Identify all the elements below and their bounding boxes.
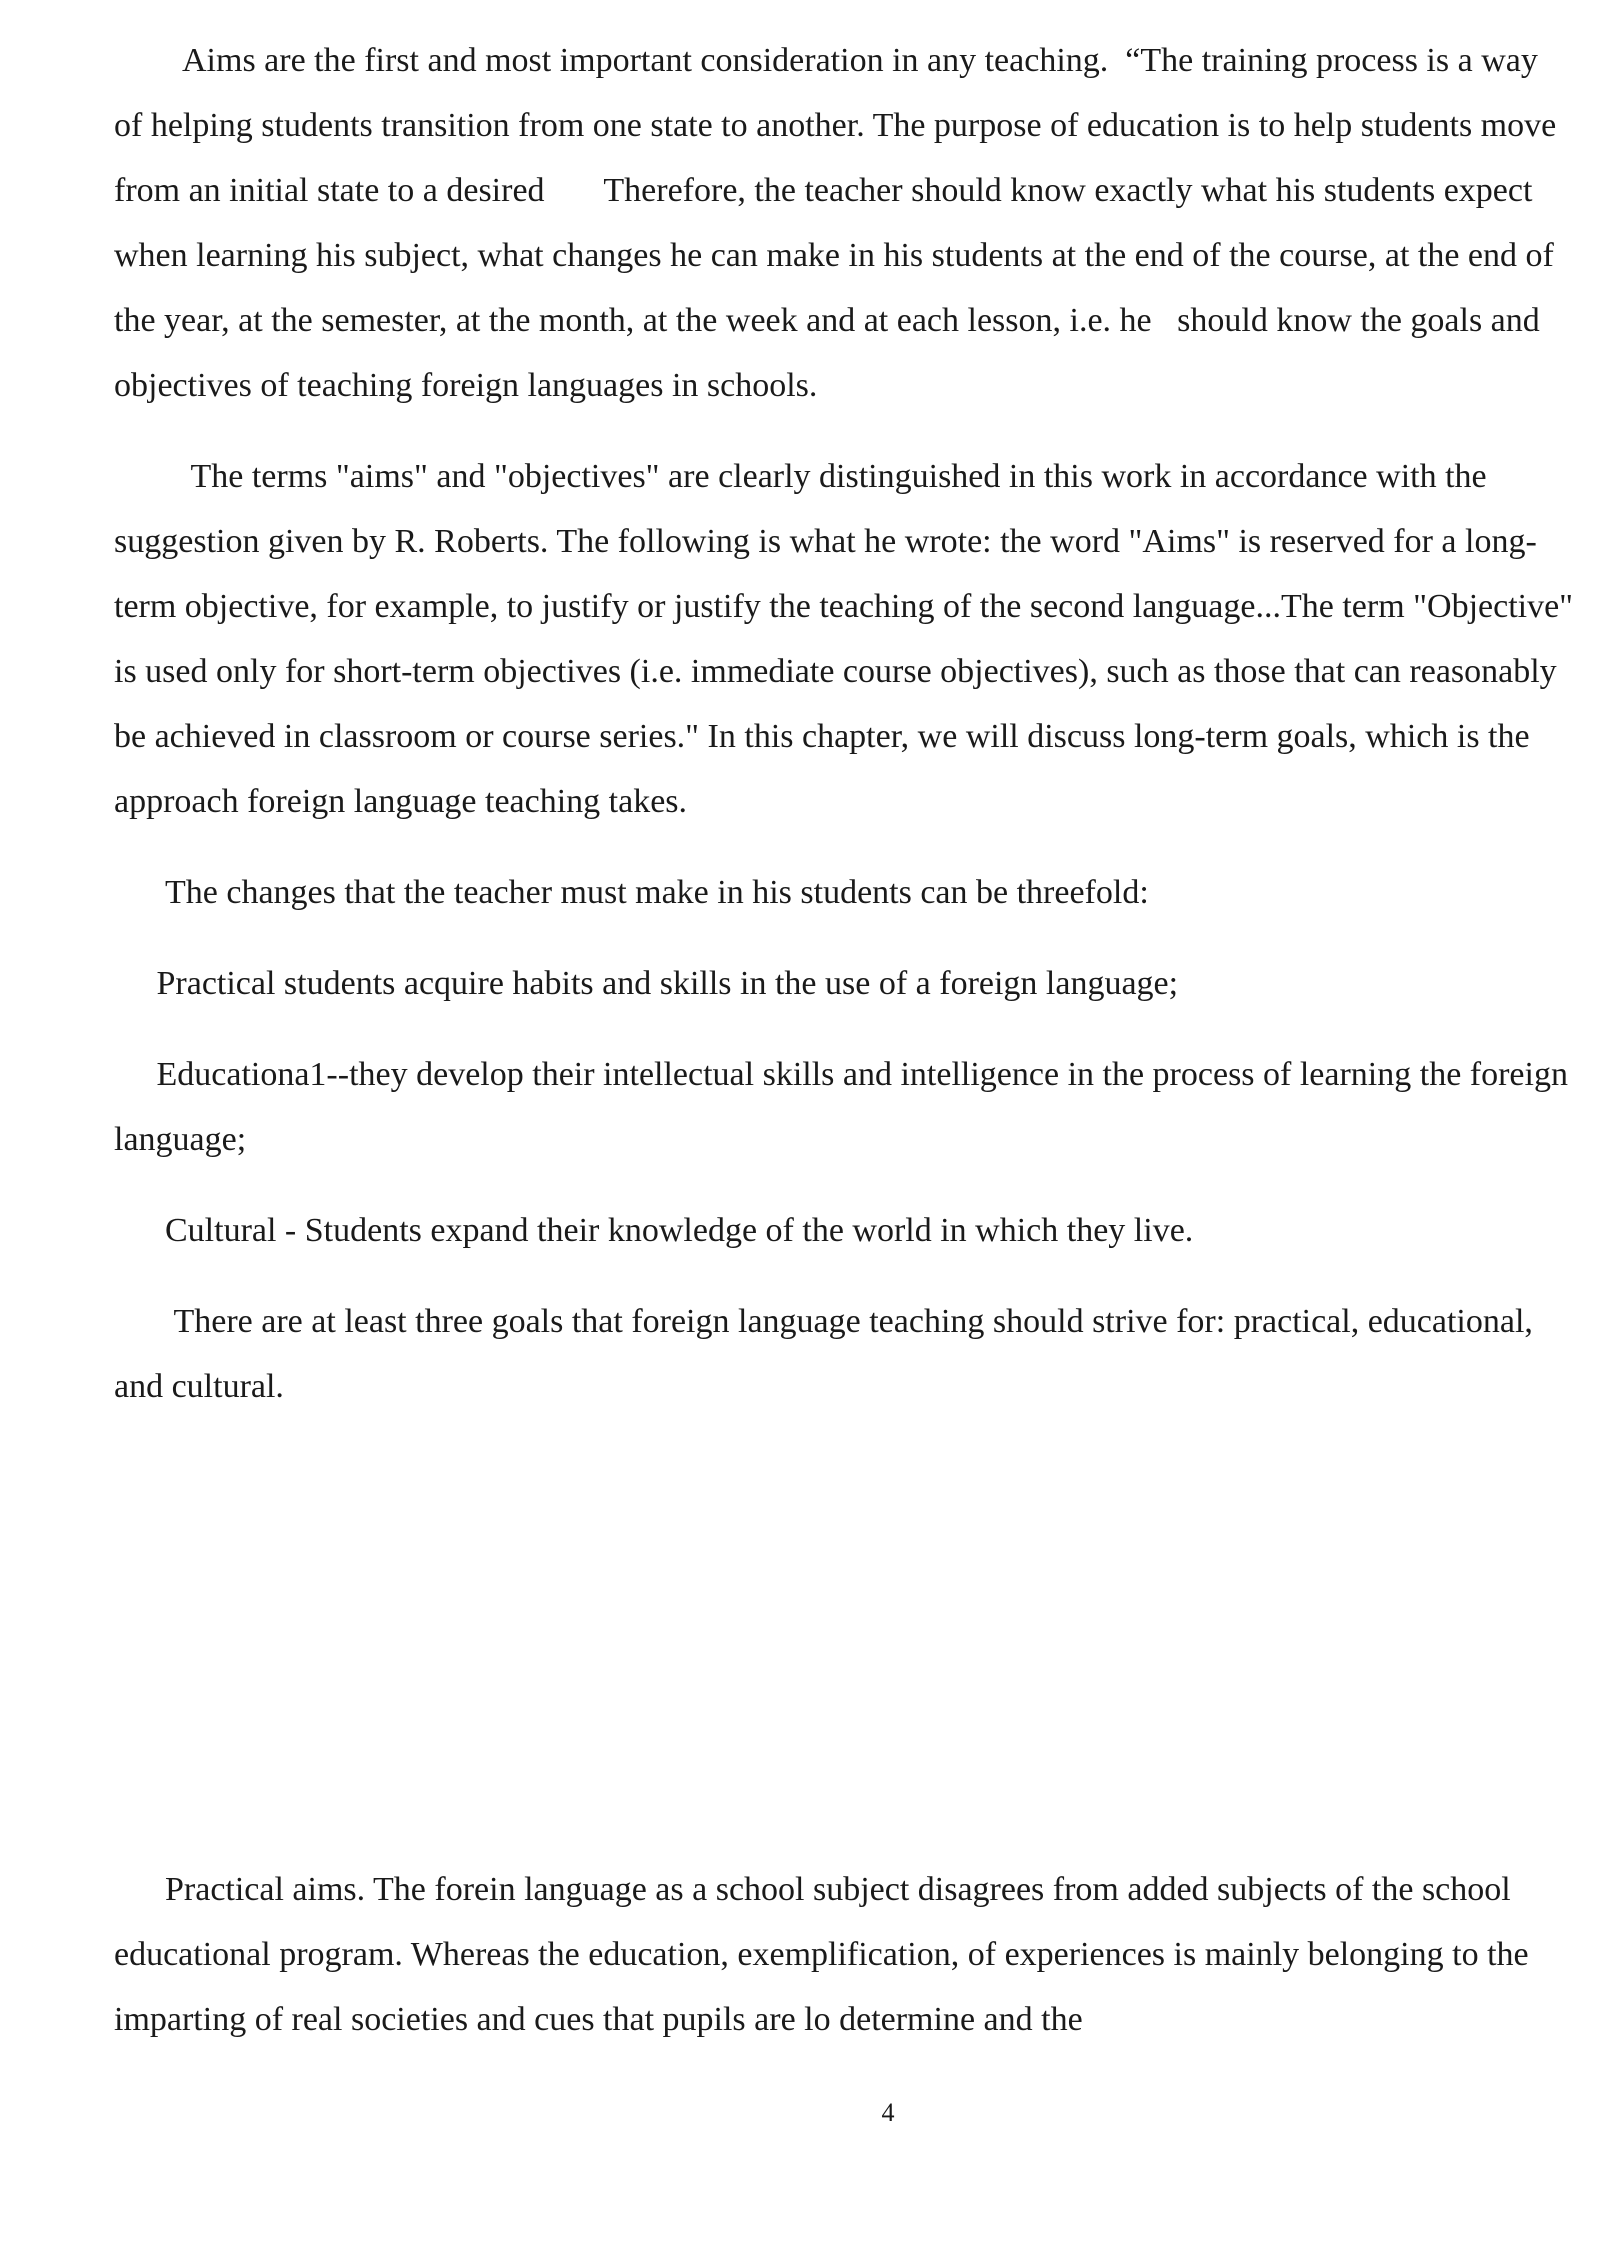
paragraph-three-goals: There are at least three goals that foreign language teaching should strive for: practical, educational, and cultural. [114,1303,1542,1405]
paragraph-aims-intro: Aims are the first and most important consideration in any teaching. “The training process is a way of helping students transition from one state to another. The purpose of education is to help students move from an initial state to a desired Therefore, the teacher should know exactly what his students expect when learning his subject, what changes he can make in his students at the end of the course, at the end of the year, at the semester, at the month, at the week and at each lesson, i.e. he should know the goals and objectives of teaching foreign languages in schools. [114,42,1565,404]
paragraph-cultural: Cultural - Students expand their knowledge of the world in which they live. [114,1212,1194,1249]
page-number: 4 [881,2098,895,2127]
paragraph-threefold-changes: The changes that the teacher must make in his students can be threefold: [114,874,1149,911]
main-text [114,28,1582,1419]
paragraph-aims-objectives: The terms "aims" and "objectives" are clearly distinguished in this work in accordance with the suggestion given by R. Roberts. The following is what he wrote: the word "Aims" is reserved for a long-term objective, for example, to justify or justify the teaching of the second language...The term "Objective" is used only for short-term objectives (i.e. immediate course objectives), such as those that can reasonably be achieved in classroom or course series." In this chapter, we will discuss long-term goals, which is the approach foreign language teaching takes. [114,458,1582,820]
closing-text [114,1857,1574,2052]
paragraph-educational: Educationa1--they develop their intellectual skills and intelligence in the process of learning the foreign language; [114,1056,1577,1158]
paragraph-practical: Practical students acquire habits and skills in the use of a foreign language; [114,965,1179,1002]
paragraph-practical-aims: Practical aims. The forein language as a school subject disagrees from added subjects of the school educational program. Whereas the education, exemplification, of experiences is mainly belonging to the imparting of real societies and cues that pupils are lo determine and the [114,1871,1538,2038]
